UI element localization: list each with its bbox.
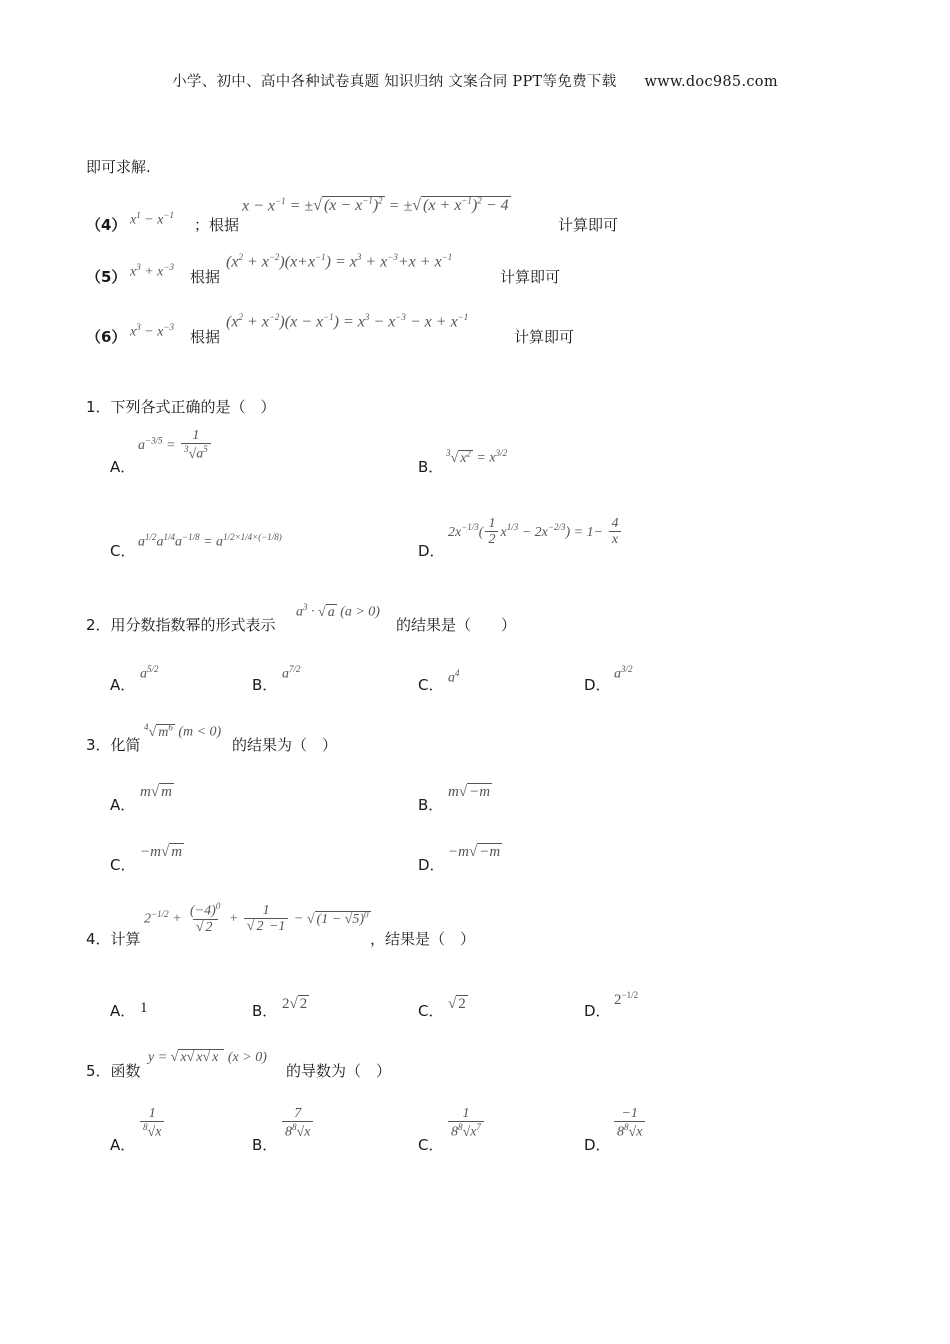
option-label: D． [584,1136,611,1154]
item-tail: 计算即可 [558,216,619,234]
option-label: C． [418,1002,444,1020]
option-label: C． [110,542,136,560]
item-expression: $x^1 - x^{-1}$ [130,210,174,228]
option-label: D． [584,1002,611,1020]
option-label: B． [252,1136,278,1154]
stem-text: 2．用分数指数幂的形式表示 [86,616,276,634]
item-formula: $(x^2 + x^{-2})(x+x^{-1}) = x^3 + x^{-3}+x + x^{-1}$ [226,252,453,271]
option-expression: $\frac{1}{^8√ x}$ [138,1106,166,1142]
option-expression: $a^4$ [448,668,460,686]
item-number: （6） [86,328,127,346]
option-label: B． [418,796,444,814]
option-expression: $a^{5/2}$ [140,664,159,682]
option-label: C． [418,1136,444,1154]
stem-text: 3．化简 [86,736,141,754]
item-formula: $(x^2 + x^{-2})(x - x^{-1}) = x^3 - x^{-3} - x + x^{-1}$ [226,312,469,331]
item-tail: 计算即可 [500,268,561,286]
option-expression: −m√ m [140,844,184,861]
stem-text-end: 的结果是（ ） [396,616,517,634]
option-expression: $^3$√ $x^2 = x^{3/2}$ [446,448,507,467]
item-separator: 根据 [190,328,221,346]
option-expression: $\frac{1}{8^8√ x^7}$ [446,1106,486,1142]
option-expression: $\frac{-1}{8^8√ x}$ [612,1106,647,1142]
item-formula: $x - x^{-1}$ = ±√ $(x - x^{-1})^2$ = ±√ $(x + x^{-1})^2 - 4$ [242,196,511,215]
item-separator: 根据 [190,268,221,286]
option-label: D． [418,856,445,874]
option-expression: 1 [140,1000,148,1016]
option-label: C． [418,676,444,694]
option-expression: $a^{7/2}$ [282,664,301,682]
stem-text-end: ，结果是（ ） [370,930,476,948]
option-expression: m√ m [140,784,174,801]
option-expression: 2√ 2 [282,996,309,1013]
item-expression: $x^3 - x^{-3}$ [130,322,174,340]
option-label: A． [110,1136,136,1154]
option-expression: $2x^{-1/3}$( $\frac{1}{2}$ $x^{1/3} - 2x^{-2/3}) = 1-$ $\frac{4}{x}$ [448,516,624,549]
option-expression: √ 2 [448,996,468,1013]
option-label: B． [418,458,444,476]
stem-text-end: 的结果为（ ） [232,736,338,754]
option-label: A． [110,796,136,814]
page-header [0,70,950,91]
option-label: B． [252,1002,278,1020]
option-expression: m√ −m [448,784,492,801]
header-site: www.doc985.com [644,74,778,90]
option-label: D． [584,676,611,694]
stem-expression: $^4$√ $m^6$ (m < 0) [144,722,221,741]
option-expression: $\frac{7}{8^8√ x}$ [280,1106,315,1142]
stem-expression: y = √ x√ x√ x (x > 0) [148,1050,267,1066]
stem-expression: $2^{-1/2}$ + $(-4)^0$ √ 2 + 1 √ 2 −1 − √ (1 − √ 5)$^0$ [144,902,371,937]
option-label: D． [418,542,445,560]
option-expression: $a^{-3/5}$ = $\frac{1}{^3√ a^5}$ [138,428,213,464]
option-label: A． [110,1002,136,1020]
header-text: 小学、初中、高中各种试卷真题 知识归纳 文案合同 PPT等免费下载 [172,74,617,90]
option-expression: $a^{3/2}$ [614,664,633,682]
stem-expression: $a^3$ · √ a (a > 0) [296,602,380,621]
item-expression: $x^3 + x^{-3}$ [130,262,174,280]
intro-text: 即可求解. [86,158,151,176]
option-expression: −m√ −m [448,844,502,861]
option-label: A． [110,676,136,694]
item-number: （5） [86,268,127,286]
item-tail: 计算即可 [514,328,575,346]
stem-text-end: 的导数为（ ） [286,1062,392,1080]
item-separator: ；根据 [194,216,240,234]
option-label: B． [252,676,278,694]
option-expression: $a^{1/2}a^{1/4}a^{-1/8} = a^{1/2\times 1/4\times(-1/8)}$ [138,532,282,550]
question-1-stem: 1．下列各式正确的是（ ） [86,398,276,416]
stem-text: 5．函数 [86,1062,141,1080]
option-label: C． [110,856,136,874]
option-expression: $2^{-1/2}$ [614,990,639,1008]
stem-text: 4．计算 [86,930,141,948]
option-label: A． [110,458,136,476]
item-number: （4） [86,216,127,234]
